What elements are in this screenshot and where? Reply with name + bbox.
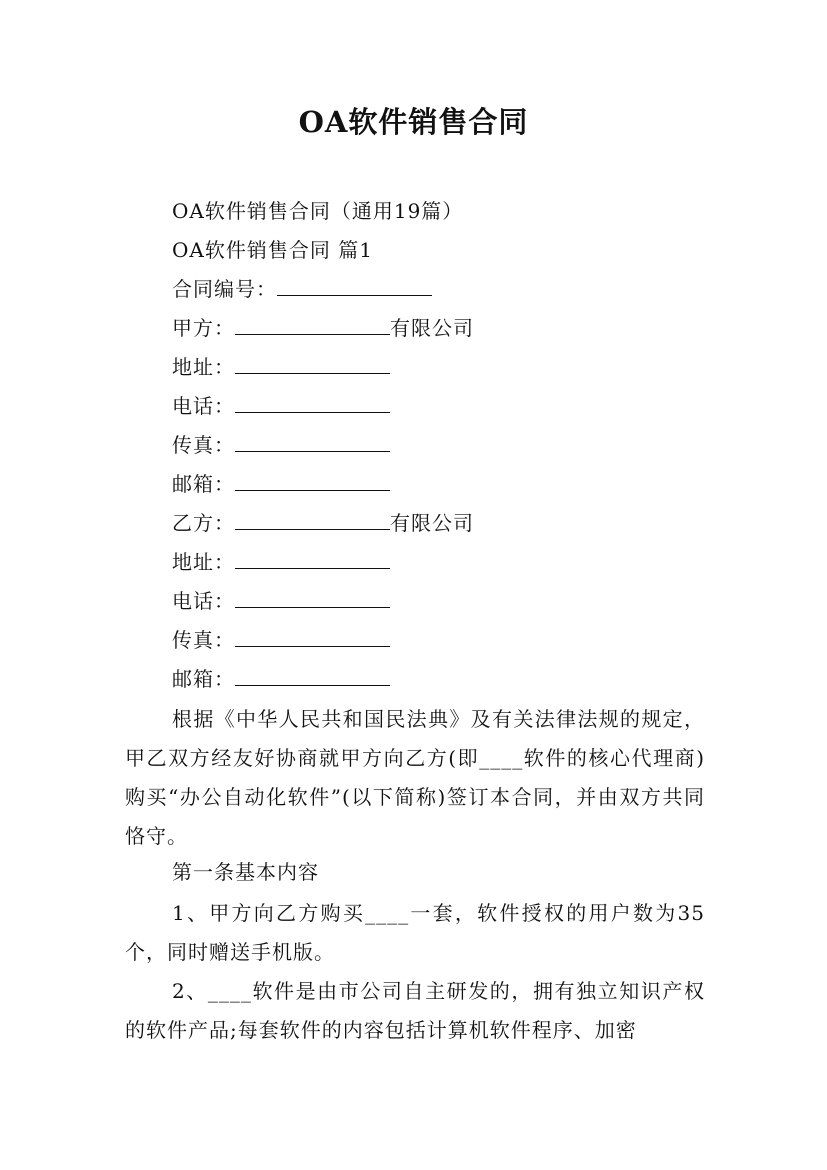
contract-number-row (172, 274, 432, 304)
contract-number-label: 合同编号： (172, 277, 277, 301)
party-b-address-label: 地址： (172, 550, 235, 574)
clause-2-paragraph: 2、____软件是由市公司自主研发的，拥有独立知识产权的软件产品;每套软件的内容包括计算机软件程序、加密 (125, 979, 705, 1042)
party-b-email-row (172, 664, 390, 694)
party-b-row (172, 508, 474, 538)
party-b-address-row (172, 547, 390, 577)
party-b-suffix: 有限公司 (390, 511, 474, 535)
party-a-fax-row (172, 430, 390, 460)
document-title: OA软件销售合同 (298, 105, 529, 139)
party-a-row (172, 313, 474, 343)
article-1-heading: 第一条基本内容 (172, 860, 319, 884)
party-b-label: 乙方： (172, 511, 235, 535)
party-b-phone-label: 电话： (172, 589, 235, 613)
party-a-email-blank (235, 472, 390, 491)
party-a-name-blank (235, 316, 390, 335)
party-a-email-label: 邮箱： (172, 472, 235, 496)
document-subtitle: OA软件销售合同（通用19篇） (172, 199, 464, 223)
party-a-address-blank (235, 355, 390, 374)
clause-1-paragraph: 1、甲方向乙方购买____一套，软件授权的用户数为35个，同时赠送手机版。 (125, 901, 705, 964)
party-a-address-label: 地址： (172, 355, 235, 379)
party-a-suffix: 有限公司 (390, 316, 474, 340)
party-b-phone-blank (235, 589, 390, 608)
party-b-fax-blank (235, 628, 390, 647)
party-a-phone-label: 电话： (172, 394, 235, 418)
contract-number-blank (277, 277, 432, 296)
party-a-fax-blank (235, 433, 390, 452)
party-b-email-label: 邮箱： (172, 667, 235, 691)
party-b-email-blank (235, 667, 390, 686)
party-b-fax-row (172, 625, 390, 655)
party-a-fax-label: 传真： (172, 433, 235, 457)
intro-paragraph: 根据《中华人民共和国民法典》及有关法律法规的规定，甲乙双方经友好协商就甲方向乙方(即____软件的核心代理商)购买“办公自动化软件”(以下简称)签订本合同，并由双方共同恪守。 (125, 707, 705, 848)
party-a-phone-blank (235, 394, 390, 413)
party-b-name-blank (235, 511, 390, 530)
party-b-fax-label: 传真： (172, 628, 235, 652)
party-b-phone-row (172, 586, 390, 616)
party-a-email-row (172, 469, 390, 499)
section-heading: OA软件销售合同 篇1 (172, 238, 373, 262)
party-a-label: 甲方： (172, 316, 235, 340)
party-b-address-blank (235, 550, 390, 569)
party-a-phone-row (172, 391, 390, 421)
party-a-address-row (172, 352, 390, 382)
